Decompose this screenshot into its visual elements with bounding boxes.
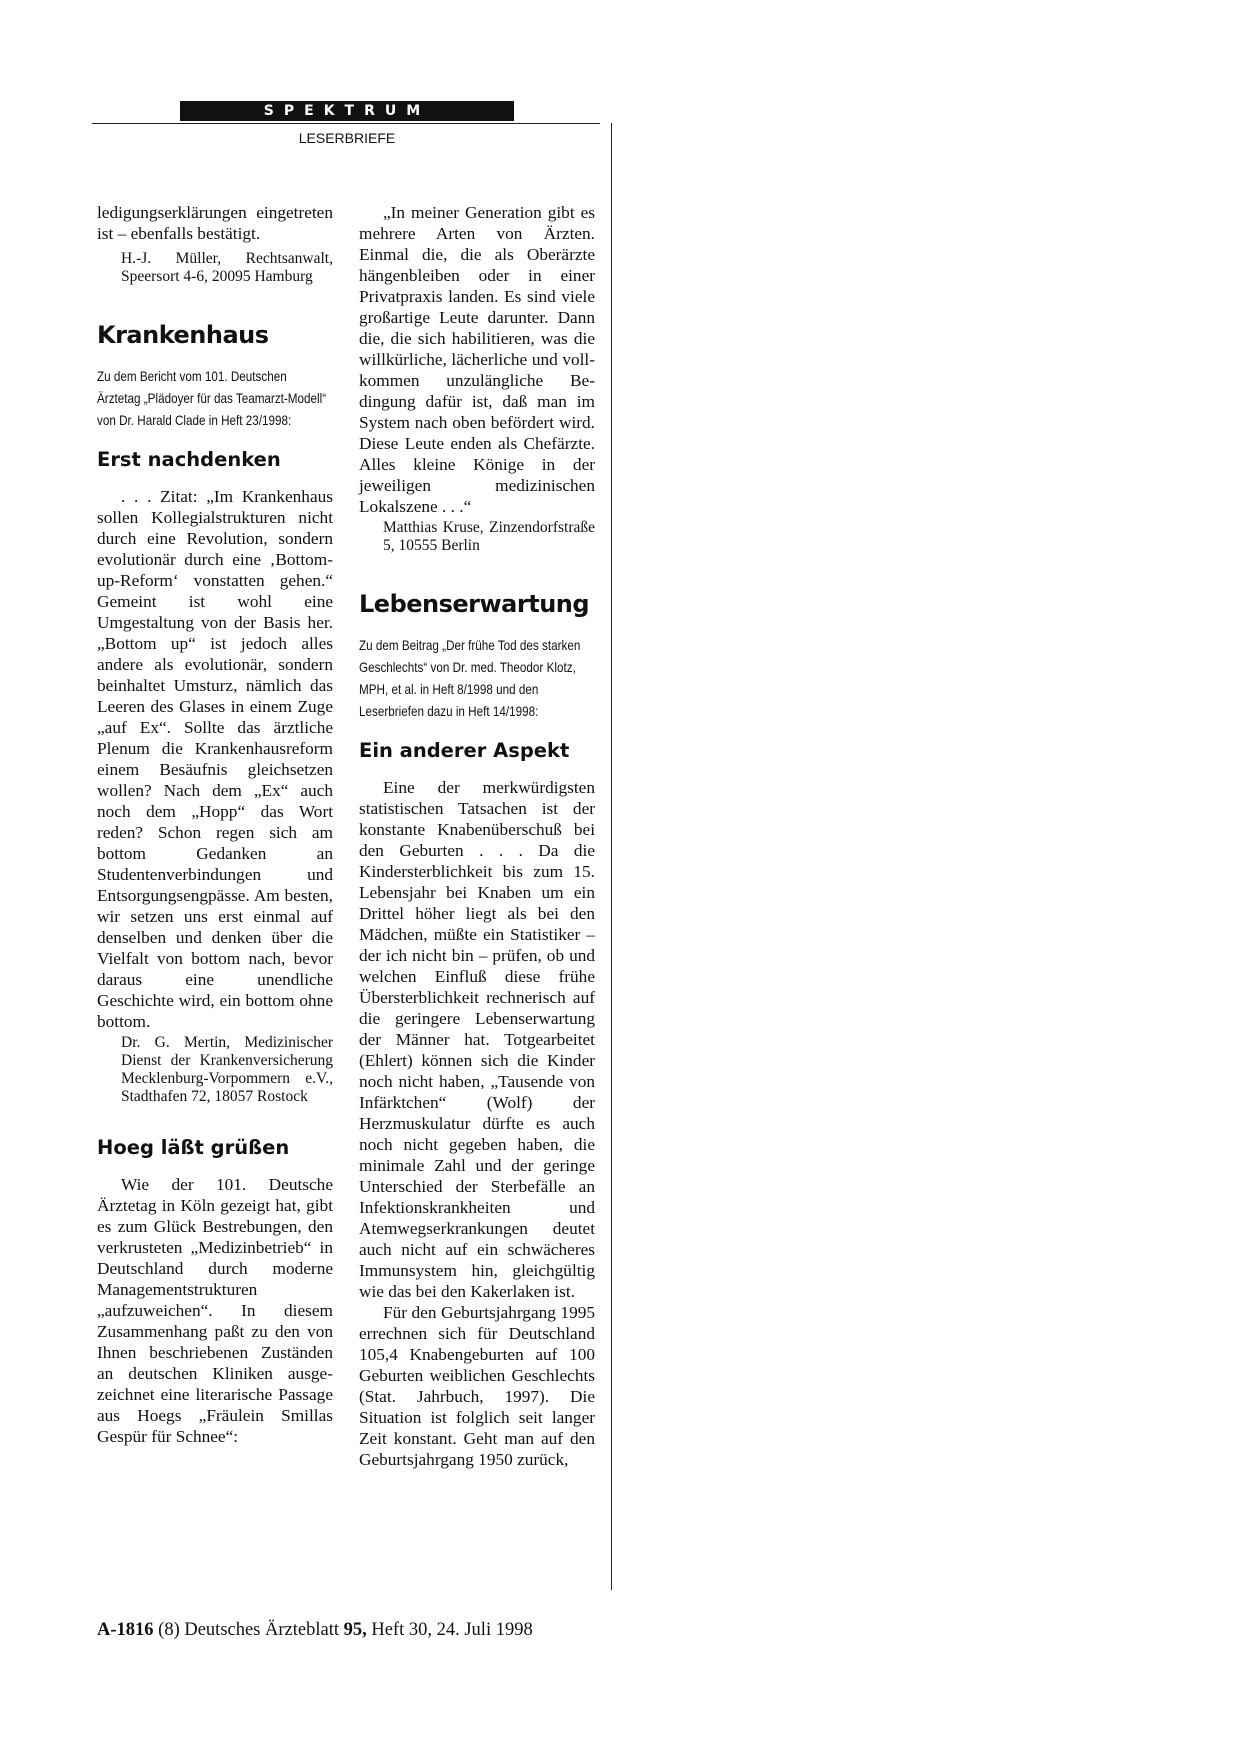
journal-name: (8) Deutsches Ärzteblatt — [158, 1620, 339, 1640]
section-banner: SPEKTRUM — [180, 101, 514, 121]
letter-signature-mertin: Dr. G. Mertin, Medizinischer Dienst der Krankenversicherung Mecklenburg-Vorpommern e.V., Stadthafen 72, 18057 Rostock — [121, 1034, 333, 1105]
journal-issue: Heft 30, 24. Juli 1998 — [371, 1620, 533, 1640]
letter-body-hoeg: Wie der 101. Deutsche Ärztetag in Köln gezeigt hat, gibt es zum Glück Bestrebungen, den verkrusteten „Medizinbetrieb“ in Deutschland durch moderne Managementstrukturen „aufzuweichen“. In diesem Zusammenhang paßt zu den von Ihnen beschriebenen Zuständen an deutschen Kliniken ausgezeichnet eine literarische Passage aus Hoegs „Fräulein Smillas Gespür für Schnee“: — [97, 1175, 333, 1446]
topic-title-lebenserwartung: Lebenserwartung — [359, 590, 590, 618]
letter-body-anderer-aspekt-2: Für den Geburtsjahrgang 1995 errechnen sich für Deutschland 105,4 Knabengeburten auf 100 Geburten weiblichen Geschlechts (Stat. Jahrbuch, 1997). Die Situation ist folglich seit langer Zeit konstant. Geht man auf den Geburtsjahrgang 1950 zurück, — [359, 1303, 595, 1469]
quote-hoeg: „In meiner Generation gibt es mehrere Arten von Ärzten. Einmal die, die als Oberärzte hängenbleiben oder in einer Privatpraxis landen. Es sind viele großartige Leute darunter. Dann die, die sich habilitieren, was die willkürliche, lächerliche und vollkommen unzulängliche Bedingung dafür ist, daß man im System nach oben befördert wird. Diese Leute enden als Chefärzte. Alles kleine Könige in der jeweiligen medizinischen Lokalszene . . .“ — [359, 203, 595, 516]
letter-body-anderer-aspekt-1: Eine der merkwürdigsten statistischen Tatsachen ist der konstante Knabenüberschuß bei den Geburten . . . Da die Kindersterblichkeit bis zum 15. Lebensjahr bei Knaben um ein Drittel höher liegt als bei den Mädchen, müßte ein Statistiker – der ich nicht bin – prüfen, ob und welchen Einfluß diese frühe Übersterblichkeit rechnerisch auf die geringere Lebenserwartung der Männer hat. Totgearbeitet (Ehlert) können sich die Kinder noch nicht haben, „Tausende von Infärktchen“ (Wolf) der Herzmuskulatur dürfte es auch noch nicht gegeben haben, die minimale Zahl und der geringe Unterschied der Sterbefälle an Infektionskrankheiten und Atemwegserkrankungen deutet auch nicht auf ein schwächeres Immunsystem hin, gleichgültig wie das bei den Kakerlaken ist. — [359, 778, 595, 1301]
topic-title-krankenhaus: Krankenhaus — [97, 321, 269, 349]
letter-heading-anderer-aspekt: Ein anderer Aspekt — [359, 739, 570, 762]
right-column — [359, 202, 595, 1470]
letter-signature-kruse: Matthias Kruse, Zinzendorfstraße 5, 10555 Berlin — [383, 519, 595, 554]
letter-body-erst-nachdenken: . . . Zitat: „Im Krankenhaus sollen Kollegialstrukturen nicht durch eine Revolution, sondern evolutionär durch eine ‚Bottom-up-Reform‘ vonstatten gehen.“ Gemeint ist wohl eine Umgestaltung von der Basis her. „Bottom up“ ist jedoch alles andere als evolutionär, sondern beinhaltet Umsturz, nämlich das Leeren des Glases in einem Zuge „auf Ex“. Sollte das ärztliche Plenum die Krankenhausreform einem Besäufnis gleichsetzen wollen? Nach dem „Ex“ auch noch dem „Hopp“ das Wort reden? Schon regen sich am bottom Gedanken an Studentenverbindungen und Entsorgungsengpässe. Am besten, wir setzen uns erst einmal auf denselben und denken über die Vielfalt von bottom nach, bevor daraus eine unendliche Geschichte wird, ein bottom ohne bottom. — [97, 487, 333, 1031]
letter-heading-hoeg: Hoeg läßt grüßen — [97, 1136, 290, 1159]
letter-heading-erst-nachdenken: Erst nachdenken — [97, 448, 281, 471]
page-footer — [97, 1618, 533, 1642]
page-number: A-1816 — [97, 1620, 154, 1640]
topic-intro-lebenserwartung: Zu dem Beitrag „Der frühe Tod des starken Geschlechts“ von Dr. med. Theodor Klotz, MPH, et al. in Heft 8/1998 und den Leserbriefen dazu in Heft 14/1998: — [359, 638, 581, 719]
continued-letter-signature: H.-J. Müller, Rechtsanwalt, Speersort 4-6, 20095 Hamburg — [121, 250, 333, 285]
section-label: LESERBRIEFE — [298, 130, 396, 146]
journal-volume: 95, — [343, 1620, 367, 1640]
left-column — [97, 202, 333, 1447]
header-rule — [92, 123, 600, 124]
continued-letter-text: ledigungserklärungen eingetreten ist – ebenfalls bestätigt. — [97, 203, 333, 243]
topic-intro-krankenhaus: Zu dem Bericht vom 101. Deutschen Ärztetag „Plädoyer für das Teamarzt-Modell“ von Dr. Harald Clade in Heft 23/1998: — [97, 369, 327, 428]
column-rule — [611, 123, 612, 1590]
